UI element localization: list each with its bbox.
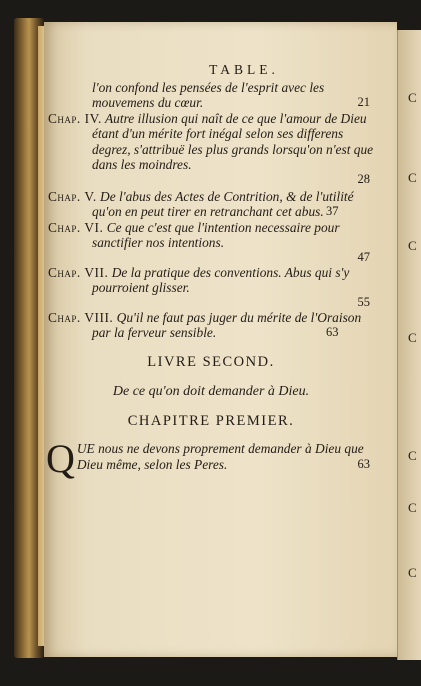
facing-page-letter: C xyxy=(408,238,417,253)
toc-entry xyxy=(48,220,374,251)
toc-entry-text: l'on confond les pensées de l'esprit avec les mouvemens du cœur. xyxy=(92,79,325,110)
toc-entry xyxy=(48,80,374,111)
toc-entry-page: 37 xyxy=(326,204,339,218)
toc-entry-page: 21 xyxy=(357,95,370,109)
toc-entry-text: Qu'il ne faut pas juger du mérite de l'Oraison par la ferveur sensible. xyxy=(92,309,362,340)
drop-cap-initial: Q xyxy=(46,436,75,481)
toc-chapter-label: Chap. VII. xyxy=(48,264,109,280)
chapter-entry xyxy=(46,436,374,481)
toc-entry xyxy=(48,265,374,296)
page-content xyxy=(46,62,374,481)
facing-page-edge xyxy=(397,30,421,660)
toc-chapter-label: Chap. V. xyxy=(48,188,97,204)
book-heading: LIVRE SECOND. xyxy=(147,353,275,370)
facing-page-letter: C xyxy=(408,500,417,515)
chapter-heading: CHAPITRE PREMIER. xyxy=(127,412,295,429)
toc-entry-page: 47 xyxy=(357,249,370,264)
toc-entry-text: Autre illusion qui naît de ce que l'amour de Dieu étant d'un mérite fort inégal selon ses differens degrez, s'attribuë les plus grands lorsqu'on n'est que dans les moindres. xyxy=(92,110,374,172)
toc-chapter-label: Chap. IV. xyxy=(48,110,102,126)
toc-entry-text: Ce que c'est que l'intention necessaire pour sanctifier nos intentions. xyxy=(92,219,340,250)
toc-entry-page: 55 xyxy=(357,294,370,309)
toc-entry-page: 63 xyxy=(326,325,339,339)
toc-entry-text: De l'abus des Actes de Contrition, & de l'utilité qu'on en peut tirer en retranchant cet abus. xyxy=(92,188,354,219)
facing-page-letter: C xyxy=(408,448,417,463)
toc-entry xyxy=(48,111,374,173)
facing-page-letter: C xyxy=(408,565,417,580)
facing-page-letter: C xyxy=(408,330,417,345)
toc-chapter-label: Chap. VI. xyxy=(48,219,104,235)
chapter-entry-page: 63 xyxy=(357,456,370,471)
chapter-entry-text: UE nous ne devons proprement demander à Dieu que Dieu même, selon les Peres. xyxy=(76,441,364,472)
toc-entry-text: De la pratique des conventions. Abus qui s'y pourroient glisser. xyxy=(92,264,350,295)
book-subtitle: De ce qu'on doit demander à Dieu. xyxy=(112,384,310,399)
toc-entry-page: 28 xyxy=(357,171,370,186)
running-header: TABLE. xyxy=(209,62,279,77)
facing-page-letter: C xyxy=(408,170,417,185)
toc-entry xyxy=(48,189,374,220)
facing-page-letter: C xyxy=(408,90,417,105)
toc-chapter-label: Chap. VIII. xyxy=(48,309,114,325)
toc-entry xyxy=(48,310,374,341)
